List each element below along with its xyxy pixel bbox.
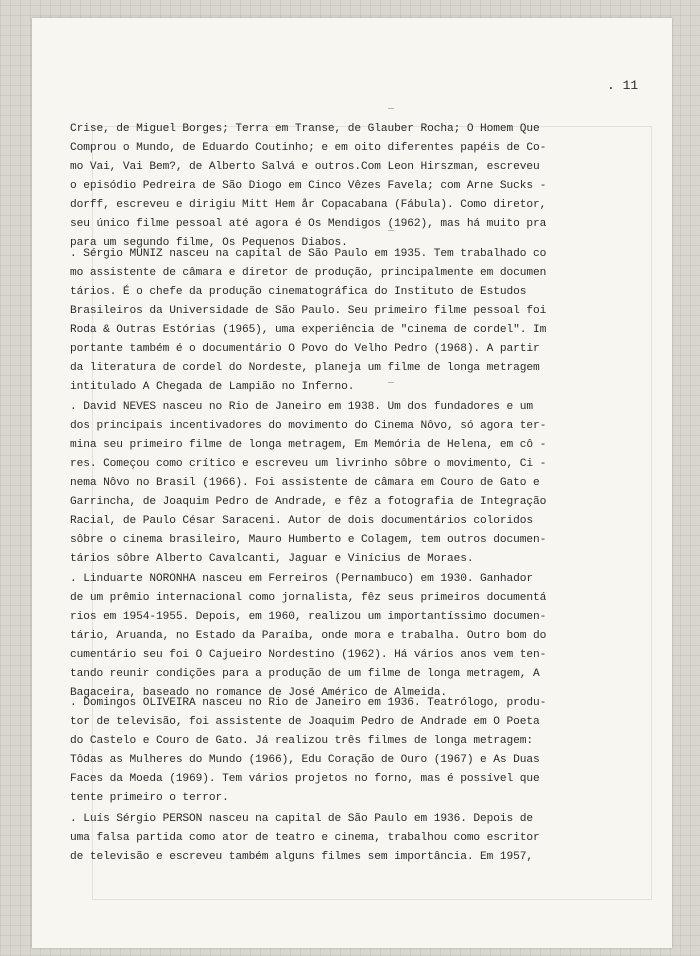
text-line: cumentário seu foi O Cajueiro Nordestino (1962). Há vários anos vem ten- xyxy=(70,649,547,661)
text-line: tários. É o chefe da produção cinematográfica do Instituto de Estudos xyxy=(70,286,527,298)
text-line: . Sérgio MUNIZ nasceu na capital de São Paulo em 1935. Tem trabalhado co xyxy=(70,248,547,260)
text-line: sôbre o cinema brasileiro, Mauro Humberto e Colagem, tem outros documen- xyxy=(70,534,547,546)
text-line: uma falsa partida como ator de teatro e cinema, trabalhou como escritor xyxy=(70,832,540,844)
text-line: Brasileiros da Universidade de São Paulo. Seu primeiro filme pessoal foi xyxy=(70,305,547,317)
text-line: tente primeiro o terror. xyxy=(70,792,229,804)
paragraph xyxy=(70,398,626,569)
text-line: tor de televisão, foi assistente de Joaquim Pedro de Andrade em O Poeta xyxy=(70,716,540,728)
text-line: tário, Aruanda, no Estado da Paraíba, onde mora e trabalha. Outro bom do xyxy=(70,630,547,642)
text-line: Faces da Moeda (1969). Tem vários projetos no forno, mas é possível que xyxy=(70,773,540,785)
page-number: . 11 xyxy=(607,78,639,93)
text-line: dos principais incentivadores do movimento do Cinema Nôvo, só agora ter- xyxy=(70,420,547,432)
text-line: Tôdas as Mulheres do Mundo (1966), Edu Coração de Ouro (1967) e As Duas xyxy=(70,754,540,766)
text-line: rios em 1954-1955. Depois, em 1960, realizou um importantíssimo documen- xyxy=(70,611,547,623)
text-line: Bagaceira, baseado no romance de José Américo de Almeida. xyxy=(70,687,447,699)
text-line: . Linduarte NORONHA nasceu em Ferreiros (Pernambuco) em 1930. Ganhador xyxy=(70,573,533,585)
text-line: de televisão e escreveu também alguns filmes sem importância. Em 1957, xyxy=(70,851,533,863)
text-line: Crise, de Miguel Borges; Terra em Transe, de Glauber Rocha; O Homem Que xyxy=(70,123,540,135)
text-line: tando reunir condições para a produção de um filme de longa metragem, A xyxy=(70,668,540,680)
paragraph xyxy=(70,120,626,253)
text-line: mo assistente de câmara e diretor de produção, principalmente em documen xyxy=(70,267,547,279)
text-line: Roda & Outras Estórias (1965), uma experiência de "cinema de cordel". Im xyxy=(70,324,547,336)
text-line: para um segundo filme, Os Pequenos Diabos. xyxy=(70,237,348,249)
text-line: seu único filme pessoal até agora é Os Mendigos (1962), mas há muito pra xyxy=(70,218,547,230)
text-line: Racial, de Paulo César Saraceni. Autor de dois documentários coloridos xyxy=(70,515,533,527)
text-line: o episódio Pedreira de São Diogo em Cinco Vêzes Favela; com Arne Sucks - xyxy=(70,180,547,192)
text-line: mo Vai, Vai Bem?, de Alberto Salvá e outros.Com Leon Hirszman, escreveu xyxy=(70,161,540,173)
text-line: do Castelo e Couro de Gato. Já realizou três filmes de longa metragem: xyxy=(70,735,533,747)
text-line: intitulado A Chegada de Lampião no Inferno. xyxy=(70,381,355,393)
text-line: portante também é o documentário O Povo do Velho Pedro (1968). A partir xyxy=(70,343,540,355)
paragraph xyxy=(70,694,626,808)
text-line: de um prêmio internacional como jornalista, fêz seus primeiros documentá xyxy=(70,592,547,604)
text-line: . David NEVES nasceu no Rio de Janeiro em 1938. Um dos fundadores e um xyxy=(70,401,533,413)
text-line: nema Nôvo no Brasil (1966). Foi assistente de câmara em Couro de Gato e xyxy=(70,477,540,489)
paragraph xyxy=(70,245,626,397)
text-line: dorff, escreveu e dirigiu Mitt Hem år Copacabana (Fábula). Como diretor, xyxy=(70,199,547,211)
margin-mark xyxy=(388,108,394,109)
text-line: . Luís Sérgio PERSON nasceu na capital de São Paulo em 1936. Depois de xyxy=(70,813,533,825)
paragraph xyxy=(70,810,626,867)
paragraph xyxy=(70,570,626,703)
text-line: tários sôbre Alberto Cavalcanti, Jaguar e Vinícius de Moraes. xyxy=(70,553,474,565)
text-line: Comprou o Mundo, de Eduardo Coutinho; e em oito diferentes papéis de Co- xyxy=(70,142,547,154)
text-line: res. Começou como crítico e escreveu um livrinho sôbre o movimento, Ci - xyxy=(70,458,547,470)
text-line: da literatura de cordel do Nordeste, planeja um filme de longa metragem xyxy=(70,362,540,374)
text-line: . Domingos OLIVEIRA nasceu no Rio de Janeiro em 1936. Teatrólogo, produ- xyxy=(70,697,547,709)
text-line: mina seu primeiro filme de longa metragem, Em Memória de Helena, em cô - xyxy=(70,439,547,451)
text-line: Garrincha, de Joaquim Pedro de Andrade, e fêz a fotografia de Integração xyxy=(70,496,547,508)
